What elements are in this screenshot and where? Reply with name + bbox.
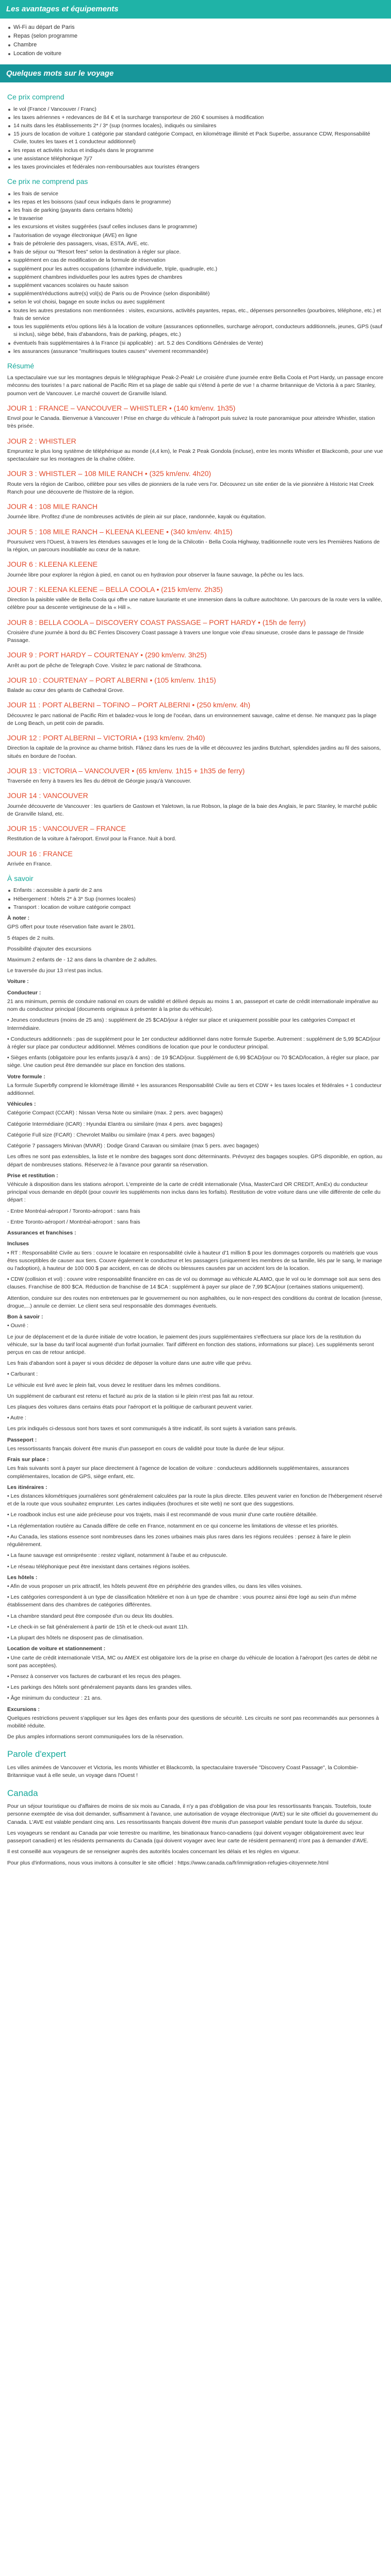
day-title: JOUR 15 : VANCOUVER – FRANCE xyxy=(7,824,126,833)
day-title: JOUR 5 : 108 MILE RANCH – KLEENA KLEENE • (340 km/env. 4h15) xyxy=(7,527,233,536)
resume-text: La spectaculaire vue sur les montagnes depuis le télégraphique Peak-2-Peak! Le croisière d'une journée entre Bella Coola et Port Hardy, un passage encore méconnu des touristes ! a parc national de Pacific Rim et sa plage de sable qui s'étend à perte de vue ! a charme britannique de Victoria à a parc Stanley, poumon vert de Vancouver. Le marché couvert de Granville Island. xyxy=(7,375,384,397)
avantage-item: Wi-Fi au départ de Paris xyxy=(7,24,384,32)
detail-text: 5 étapes de 2 nuits. xyxy=(7,935,55,941)
included-item: 15 jours de location de voiture 1 catégorie par standard catégorie Compact, en kilométrage illimité et Pack Superbe, assurance CDW, Responsabilité Civile, toutes les taxes et 1 conducteur additionnel) xyxy=(7,130,384,146)
detail-label: Assurances et franchises : xyxy=(7,1230,76,1236)
detail-label: À noter : xyxy=(7,915,30,922)
day-title: JOUR 16 : FRANCE xyxy=(7,849,73,858)
included-item: les taxes provinciales et fédérales non-remboursables aux touristes étrangers xyxy=(7,163,384,171)
detail-label: Voiture : xyxy=(7,978,29,985)
included-item: les repas et activités inclus et indiqués dans le programme xyxy=(7,147,384,155)
excluded-item: éventuels frais supplémentaires à la France (si applicable) : art. 5.2 des Conditions Générales de Vente) xyxy=(7,340,384,347)
detail-text: • Carburant : xyxy=(7,1371,38,1378)
quelques-mots-title: Quelques mots sur le voyage xyxy=(0,64,391,83)
day-description: Envol pour le Canada. Bienvenue à Vancouver ! Prise en charge du véhicule à l'aéroport puis suivez la route panoramique pour atteindre Whistler, station très prisée. xyxy=(7,415,375,430)
day-description: Arrivée en France. xyxy=(7,860,52,867)
day-title: JOUR 1 : FRANCE – VANCOUVER – WHISTLER • (140 km/env. 1h35) xyxy=(7,403,236,412)
detail-text: • Le check-in se fait généralement à partir de 15h et le check-out avant 11h. xyxy=(7,1623,189,1630)
day-description: Journée découverte de Vancouver : les quartiers de Gastown et Yaletown, la rue Robson, la plage de la baie des Anglais, le parc Stanley, le marché public de Granville Island, etc. xyxy=(7,803,378,817)
detail-text: - Entre Montréal-aéroport / Toronto-aéroport : sans frais xyxy=(7,1208,140,1214)
day-title: JOUR 13 : VICTORIA – VANCOUVER • (65 km/env. 1h15 + 1h35 de ferry) xyxy=(7,766,245,775)
prix-pas-list xyxy=(7,190,384,355)
detail-text: 21 ans minimum, permis de conduire national en cours de validité et délivré depuis au moins 1 an, passeport et carte de crédit internationale impérative au nom du conducteur principal (documents originaux à présenter à la prise du véhicule). xyxy=(7,998,378,1013)
detail-text: Les plaques des voitures dans certains états pour l'aéroport et la politique de carburant peuvent varier. xyxy=(7,1404,253,1411)
excluded-item: les assurances (assurance "multirisques toutes causes" vivement recommandée) xyxy=(7,348,384,355)
day-description: Restitution de la voiture à l'aéroport. Envol pour la France. Nuit à bord. xyxy=(7,836,176,842)
excluded-item: les excursions et visites suggérées (sauf celles incluses dans le programme) xyxy=(7,223,384,231)
detail-text: • Autre : xyxy=(7,1415,26,1421)
canada-text-1: Pour un séjour touristique ou d'affaires de moins de six mois au Canada, il n'y a pas d'obligation de visa pour les ressortissants français. Toutefois, toute personne exemptée de visa doit demander, suffisamment à l'avance, une autorisation de voyage électronique (AVE) sur le site officiel du gouvernement du Canada. L'AVE est valable pendant cinq ans. Les ressortissants français doivent être munis d'un passeport valable pendant toute la durée du séjour. xyxy=(7,1803,378,1825)
day-title: JOUR 6 : KLEENA KLEENE xyxy=(7,560,98,569)
day-description: Journée libre pour explorer la région à pied, en canot ou en hydravion pour observer la faune sauvage, la pêche ou les lacs. xyxy=(7,571,304,578)
detail-text: • La réglementation routière au Canada diffère de celle en France, notamment en ce qui concerne les limitations de vitesse et les priorités. xyxy=(7,1522,339,1529)
day-description: Empruntez le plus long système de téléphérique au monde (4,4 km), le Peak 2 Peak Gondola (incluse), entre les monts Whistler et Blackcomb, pour une vue spectaculaire sur les montagnes de la chaîne côtière. xyxy=(7,448,383,463)
day-title: JOUR 14 : VANCOUVER xyxy=(7,791,88,800)
detail-text: Attention, conduire sur des routes non entretenues par le gouvernement ou non asphaltées, ou le non-respect des conditions du contrat de location (ivresse, drogue,...) annule ce dernier. Le client sera seul responsable des dommages éventuels. xyxy=(7,1295,382,1309)
main-content xyxy=(0,82,391,1873)
excluded-item: tous les suppléments et/ou options liés à la location de voiture (assurances optionnelles, surcharge aéroport, conducteurs additionnels, jeunes, GPS (sauf si inclus), siège bébé, frais d'abandons, frais de parking, péages, etc.) xyxy=(7,323,384,338)
detail-text: • Afin de vous proposer un prix attractif, les hôtels peuvent être en périphérie des grandes villes, ou dans les villes voisines. xyxy=(7,1583,303,1589)
excluded-item: les repas et les boissons (sauf ceux indiqués dans le programme) xyxy=(7,198,384,206)
day-title: JOUR 8 : BELLA COOLA – DISCOVERY COAST PASSAGE – PORT HARDY • (15h de ferry) xyxy=(7,618,306,626)
detail-text: • Jeunes conducteurs (moins de 25 ans) : supplément de 25 $CAD/jour à régler sur place et uniquement possible pour les catégories Compact et Intermédiaire. xyxy=(7,1017,355,1031)
info-item: Enfants : accessible à partir de 2 ans xyxy=(7,887,384,894)
excluded-item: supplément en cas de modification de la formule de réservation xyxy=(7,257,384,264)
detail-text: Catégorie Full size (FCAR) : Chevrolet Malibu ou similaire (max 4 pers. avec bagages) xyxy=(7,1131,215,1138)
included-item: une assistance téléphonique 7j/7 xyxy=(7,155,384,163)
detail-text: Les frais d'abandon sont à payer si vous décidez de déposer la voiture dans une autre ville que prévu. xyxy=(7,1360,252,1367)
detail-text: • Pensez à conserver vos factures de carburant et les reçus des péages. xyxy=(7,1673,182,1680)
detail-label: Excursions : xyxy=(7,1706,40,1713)
day-title: JOUR 12 : PORT ALBERNI – VICTORIA • (193 km/env. 2h40) xyxy=(7,734,205,742)
detail-text: • Au Canada, les stations essence sont nombreuses dans les zones urbaines mais plus rares dans les régions reculées : pensez à faire le plein régulièrement. xyxy=(7,1533,351,1548)
detail-text: - Entre Toronto-aéroport / Montréal-aéroport : sans frais xyxy=(7,1218,140,1225)
avantage-item: Location de voiture xyxy=(7,50,384,58)
detail-text: Quelques restrictions peuvent s'appliquer sur les âges des enfants pour des questions de sécurité. Les circuits ne sont pas recommandés aux personnes à mobilité réduite. xyxy=(7,1715,379,1730)
prix-pas-title: Ce prix ne comprend pas xyxy=(7,177,88,186)
day-title: JOUR 10 : COURTENAY – PORT ALBERNI • (105 km/env. 1h15) xyxy=(7,675,216,684)
detail-text: Catégorie Intermédiaire (ICAR) : Hyundai Elantra ou similaire (max 4 pers. avec bagages) xyxy=(7,1121,223,1127)
detail-text: • Les distances kilométriques journalières sont généralement calculées par la route la plus directe. Elles peuvent varier en fonction de l'hébergement réservé et de la route que vous souhaitez emprunter. Les cartes indiquées (brochures et site web) ne sont que des suggestions. xyxy=(7,1493,383,1507)
detail-label: Conducteur : xyxy=(7,989,41,996)
excluded-item: frais de séjour ou "Resort fees" selon la destination à régler sur place. xyxy=(7,248,384,256)
included-item: le vol (France / Vancouver / Franc) xyxy=(7,106,384,113)
detail-text: Les ressortissants français doivent être munis d'un passeport en cours de validité pour toute la durée de leur séjour. xyxy=(7,1445,285,1452)
excluded-item: supplément vacances scolaires ou haute saison xyxy=(7,282,384,290)
detail-text: • Conducteurs additionnels : pas de supplément pour le 1er conducteur additionnel dans notre formule Superbe. Autrement : supplément de 5,99 $CAD/jour à régler sur place par conducteur additionnel. Mêmes conditions de location que pour le conducteur principal. xyxy=(7,1036,381,1050)
parole-expert-title: Parole d'expert xyxy=(7,1749,66,1759)
info-item: Transport : location de voiture catégorie compact xyxy=(7,904,384,911)
detail-label: Passeport : xyxy=(7,1436,37,1443)
detail-text: • La faune sauvage est omniprésente : restez vigilant, notamment à l'aube et au crépuscule. xyxy=(7,1552,228,1559)
detail-text: • Sièges enfants (obligatoire pour les enfants jusqu'à 4 ans) : de 19 $CAD/jour. Supplément de 6,99 $CAD/jour ou 70 $CAD/location, à régler sur place, par siège. Une caution peut être demandée sur place en fonction des stations. xyxy=(7,1055,379,1069)
excluded-item: le travaerise xyxy=(7,215,384,223)
canada-footer: Pour plus d'informations, nous vous invitons à consulter le site officiel : https://www.canada.ca/fr/immigration-refugies-citoyennete.html xyxy=(7,1859,329,1866)
canada-text-3: Il est conseillé aux voyageurs de se renseigner auprès des autorités locales concernant les délais et les règles en vigueur. xyxy=(7,1849,300,1855)
day-title: JOUR 2 : WHISTLER xyxy=(7,436,76,445)
avantages-list xyxy=(7,24,384,58)
detail-text: Les frais suivants sont à payer sur place directement à l'agence de location de voiture : conducteurs additionnels supplémentaires, assurances complémentaires, location de GPS, siège enfant, etc. xyxy=(7,1465,349,1480)
excluded-item: supplément pour les autres occupations (chambre individuelle, triple, quadruple, etc.) xyxy=(7,265,384,273)
day-title: JOUR 7 : KLEENA KLEENE – BELLA COOLA • (215 km/env. 2h35) xyxy=(7,585,223,594)
detail-text: Les prix indiqués ci-dessous sont hors taxes et sont communiqués à titre indicatif, ils sont sujets à variation sans préavis. xyxy=(7,1426,297,1432)
detail-label: Les hôtels : xyxy=(7,1574,38,1581)
day-description: Direction la capitale de la province au charme british. Flânez dans les rues de la ville et découvrez les jardins Butchart, splendides jardins au fil des saisons, situés en bordure de l'océan. xyxy=(7,745,381,759)
detail-text: • CDW (collision et vol) : couvre votre responsabilité financière en cas de vol ou dommage au véhicule ALAMO, que le vol ou le dommage soit aux sens des clauses. Franchise de 800 $CA. Réduction de franchise de 14 $CA : supplément à payer sur place de 7,99 $CA/jour (certaines stations uniquement). xyxy=(7,1276,381,1291)
detail-text: • Les catégories correspondent à un type de classification hôtelière et non à un type de chambre : vous pourrez ainsi être logé au sein d'un même établissement dans des chambres de catégories différentes. xyxy=(7,1594,356,1608)
detail-text: • RT : Responsabilité Civile au tiers : couvre le locataire en responsabilité civile à hauteur d'1 million $ pour les dommages corporels ou matériels que vous êtes susceptibles de causer aux tiers. Couvre également le conducteur et les passagers (uniquement les membres de sa famille, liés par le sang, le mariage ou l'adoption), à hauteur de 100 000 $ par accident, en cas de décès ou blessures causées par un accident lors de la location. xyxy=(7,1249,382,1272)
detail-text: • Le réseau téléphonique peut être inexistant dans certaines régions isolées. xyxy=(7,1563,191,1570)
excluded-item: frais de pétrolerie des passagers, visas, ESTA, AVE, etc. xyxy=(7,240,384,248)
detail-text: • La chambre standard peut être composée d'un ou deux lits doubles. xyxy=(7,1613,174,1619)
excluded-item: les frais de service xyxy=(7,190,384,198)
detail-label: Bon à savoir : xyxy=(7,1314,43,1320)
day-description: Direction la paisible vallée de Bella Coola qui offre une nature luxuriante et une immersion dans la culture autochtone. Un parcours de la route vers la vallée, célèbre pour sa descente vertigineuse de la « Hill ». xyxy=(7,597,383,611)
avantage-item: Repas (selon programme xyxy=(7,32,384,41)
day-title: JOUR 4 : 108 MILE RANCH xyxy=(7,502,98,511)
detail-text: • Âge minimum du conducteur : 21 ans. xyxy=(7,1695,102,1702)
excluded-item: supplément chambres individuelles pour les autres types de chambres xyxy=(7,274,384,281)
day-description: Découvrez le parc national de Pacific Rim et baladez-vous le long de l'océan, dans un environnement sauvage, calme et dense. Ne manquez pas la plage de Long Beach, un petit coin de paradis. xyxy=(7,712,377,726)
a-savoir-list xyxy=(7,887,384,911)
included-item: 14 nuits dans les établissements 2* / 3* (sup (normes locales), indiqués ou similaires xyxy=(7,122,384,130)
avantages-title: Les avantages et équipements xyxy=(0,0,391,19)
prix-comprend-list xyxy=(7,106,384,172)
info-item: Hébergement : hôtels 2* à 3* Sup (normes locales) xyxy=(7,895,384,903)
detail-label: Incluses xyxy=(7,1241,29,1247)
detail-text: Le jour de déplacement et de la durée initiale de votre location, le paiement des jours supplémentaires s'effectuera sur place lors de la restitution du véhicule, sur la base du tarif local augmenté d'un forfait journalier. Tarif différent en fonction des stations, informations sur place). Les suppléments seront perçus en cas de retour anticipé. xyxy=(7,1333,374,1355)
detail-label: Location de voiture et stationnement : xyxy=(7,1646,106,1652)
canada-title: Canada xyxy=(7,1788,38,1798)
day-title: JOUR 9 : PORT HARDY – COURTENAY • (290 km/env. 3h25) xyxy=(7,651,207,659)
detail-label: Frais sur place : xyxy=(7,1456,49,1463)
detail-text: GPS offert pour toute réservation faite avant le 28/01. xyxy=(7,924,136,930)
detail-text: Un supplément de carburant est retenu et facturé au prix de la station si le plein n'est pas fait au retour. xyxy=(7,1393,254,1399)
detail-text: Catégorie Compact (CCAR) : Nissan Versa Note ou similaire (max. 2 pers. avec bagages) xyxy=(7,1110,223,1116)
detail-text: Catégorie 7 passagers Minivan (MVAR) : Dodge Grand Caravan ou similaire (max 5 pers. avec bagages) xyxy=(7,1143,259,1149)
itinerary xyxy=(7,403,384,868)
day-title: JOUR 3 : WHISTLER – 108 MILE RANCH • (325 km/env. 4h20) xyxy=(7,469,211,478)
a-savoir-title: À savoir xyxy=(7,874,34,883)
detail-label: Votre formule : xyxy=(7,1073,45,1080)
day-description: Balade au cœur des géants de Cathedral Grove. xyxy=(7,687,124,694)
detail-text: • La plupart des hôtels ne disposent pas de climatisation. xyxy=(7,1635,144,1641)
detail-text: Le véhicule est livré avec le plein fait, vous devez le restituer dans les mêmes conditions. xyxy=(7,1382,221,1388)
avantages-section xyxy=(0,19,391,64)
excluded-item: les frais de parking (payants dans certains hôtels) xyxy=(7,207,384,214)
day-description: Poursuivez vers l'Ouest, à travers les étendues sauvages et le long de la Chilcotin - Bella Coola Highway, traditionnelle route vers les Premières Nations de la région, un parcours inoubliable au cœur de la nature. xyxy=(7,538,380,553)
parole-expert-text: Les villes animées de Vancouver et Victoria, les monts Whistler et Blackcomb, la spectaculaire traversée "Discovery Coast Passage", la Colombie-Britannique vaut à elle seule, un voyage dans l'Ouest ! xyxy=(7,1765,359,1779)
avantage-item: Chambre xyxy=(7,41,384,49)
details-section xyxy=(7,914,384,1741)
detail-text: Maximum 2 enfants de - 12 ans dans la chambre de 2 adultes. xyxy=(7,956,157,963)
canada-text-2: Les voyageurs se rendant au Canada par voie terrestre ou maritime, les binationaux franco-canadiens (qui doivent voyager obligatoirement avec leur passeport canadien) et les résidents permanents du Canada (qui doivent voyager avec leur carte de résident permanent) n'ont pas à demander d'AVE. xyxy=(7,1829,369,1844)
detail-text: Véhicule à disposition dans les stations aéroport. L'empreinte de la carte de crédit internationale (Visa, MasterCard OR CREDIT, AmEx) du conducteur principal vous demande en dépôt (pour couvrir les suppléments non inclus dans les forfaits). Restitution de votre voiture dans une ville différente de celle du départ : xyxy=(7,1181,381,1204)
included-item: les taxes aériennes + redevances de 84 € et la surcharge transporteur de 260 € soumises à modification xyxy=(7,114,384,122)
day-description: Route vers la région de Cariboo, célèbre pour ses villes de pionniers de la ruée vers l'or. Découvrez un site entier de la vie pionnière à Historic Hat Creek Ranch pour une découverte de l'histoire de la région. xyxy=(7,481,374,495)
day-description: Traversée en ferry à travers les îles du détroit de Géorgie jusqu'à Vancouver. xyxy=(7,778,191,785)
detail-text: Possibilité d'ajouter des excursions xyxy=(7,945,92,952)
excluded-item: supplément/réductions autre(s) vol(s) de Paris ou de Province (selon disponibilité) xyxy=(7,290,384,298)
prix-comprend-title: Ce prix comprend xyxy=(7,93,64,101)
detail-text: • Une carte de crédit internationale VISA, MC ou AMEX est obligatoire lors de la prise en charge du véhicule de location à l'aéroport (les cartes de débit ne sont pas acceptées). xyxy=(7,1654,378,1669)
detail-text: La formule Superbfly comprend le kilométrage illimité + les assurances Responsabilité Civile au tiers et CDW + les taxes locales et fédérales + 1 conducteur additionnel. xyxy=(7,1082,382,1097)
detail-text: De plus amples informations seront communiquées lors de la réservation. xyxy=(7,1734,184,1740)
detail-text: Les offres ne sont pas extensibles, la liste et le nombre des bagages sont donc déterminants. Prévoyez des bagages souples. GPS disponible, en option, au départ de nombreuses stations. Réservez-le à l'avance pour garantir sa réservation. xyxy=(7,1154,383,1168)
day-title: JOUR 11 : PORT ALBERNI – TOFINO – PORT ALBERNI • (250 km/env. 4h) xyxy=(7,701,251,709)
detail-label: Les itinéraires : xyxy=(7,1484,47,1490)
detail-text: • Les parkings des hôtels sont généralement payants dans les grandes villes. xyxy=(7,1684,192,1691)
day-description: Arrêt au port de pêche de Telegraph Cove. Visitez le parc national de Strathcona. xyxy=(7,662,202,669)
day-description: Journée libre. Profitez d'une de nombreuses activités de plein air sur place, randonnée, kayak ou équitation. xyxy=(7,514,266,520)
detail-label: Véhicules : xyxy=(7,1101,36,1108)
excluded-item: selon le vol choisi, bagage en soute inclus ou avec supplément xyxy=(7,298,384,306)
detail-label: Prise et restitution : xyxy=(7,1172,58,1179)
resume-title: Résumé xyxy=(7,361,35,370)
day-description: Croisière d'une journée à bord du BC Ferries Discovery Coast passage à travers une longue voie d'eau sinueuse, crosée dans le passage de l'Inside Passage. xyxy=(7,629,364,644)
detail-text: • Le roadbook inclus est une aide précieuse pour vos trajets, mais il est recommandé de vous munir d'une carte routière détaillée. xyxy=(7,1512,318,1518)
excluded-item: l'autorisation de voyage électronique (AVE) en ligne xyxy=(7,232,384,240)
detail-text: • Ouvré : xyxy=(7,1323,29,1329)
detail-text: Le traversée du jour 13 n'est pas inclus. xyxy=(7,968,103,974)
excluded-item: toutes les autres prestations non mentionnées : visites, excursions, activités payantes, repas, etc., dépenses personnelles (pourboires, téléphone, etc.) et frais de service xyxy=(7,307,384,323)
